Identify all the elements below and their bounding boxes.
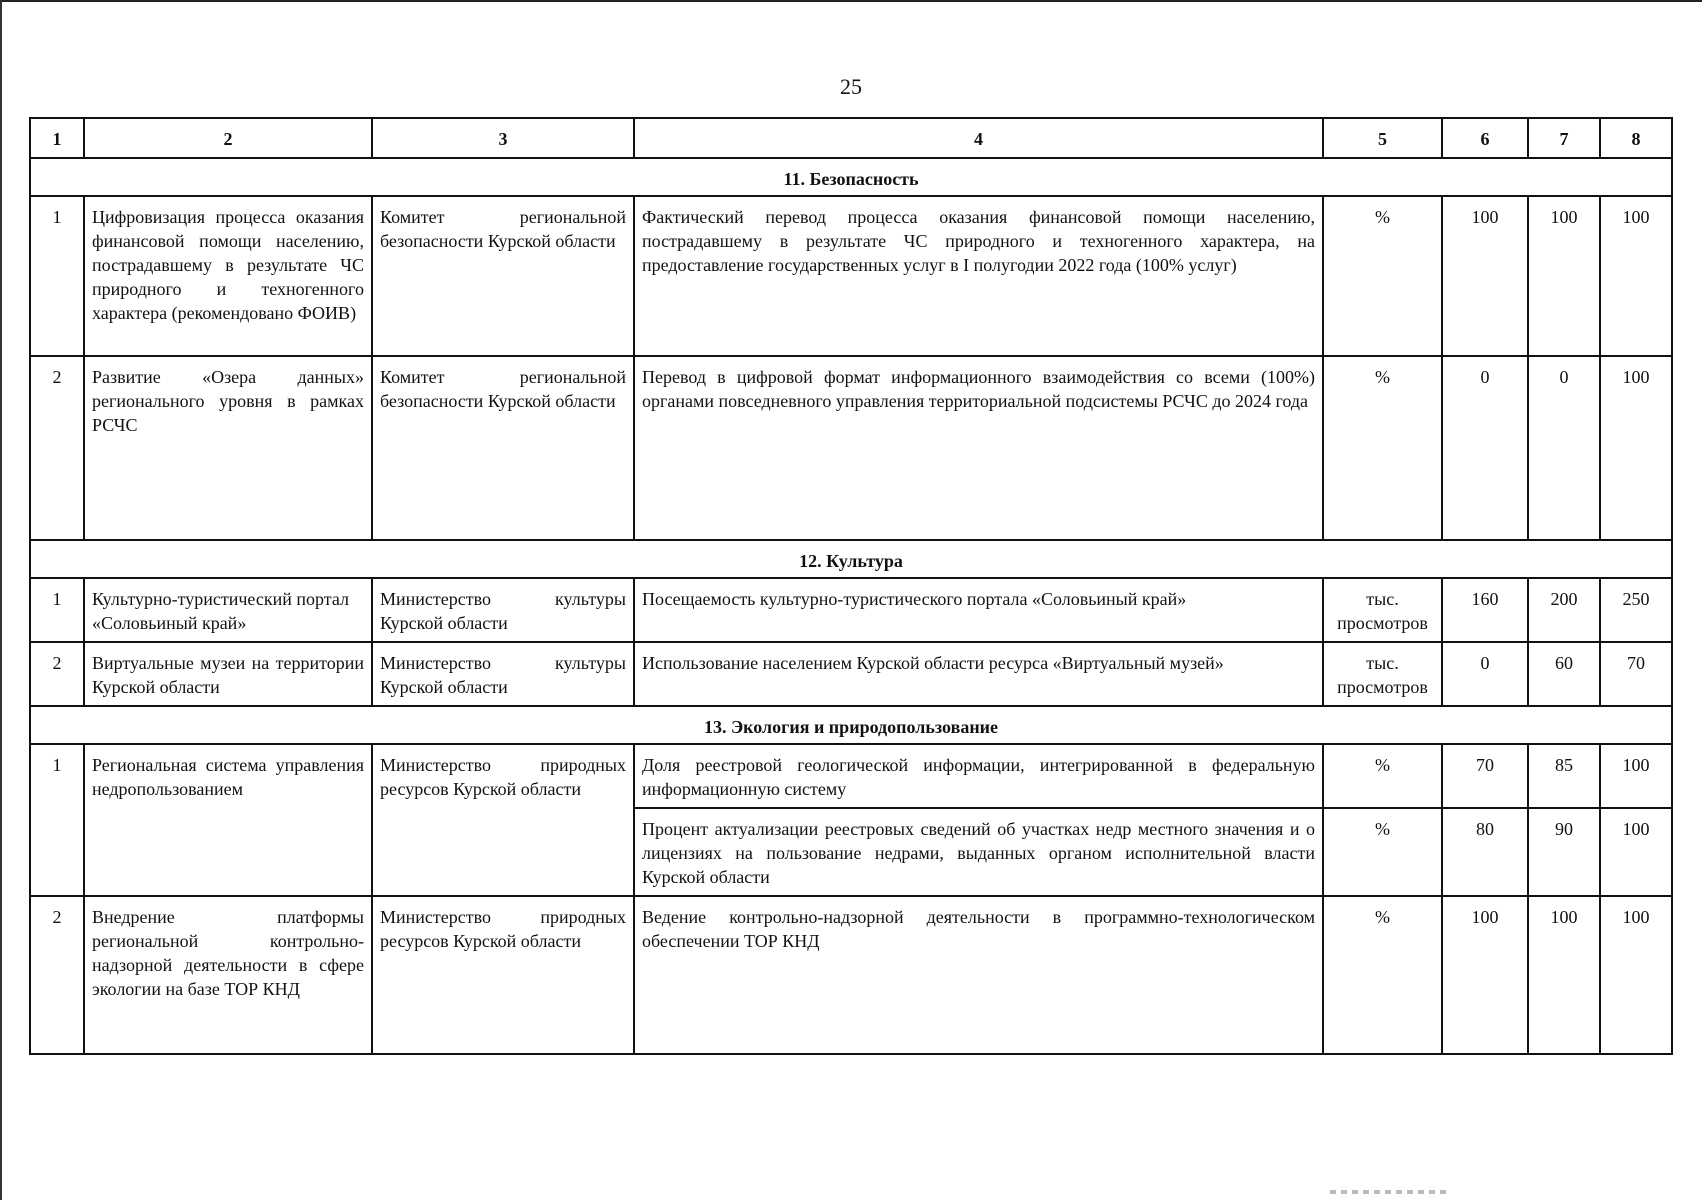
column-header: 3 xyxy=(372,118,634,158)
project-name: Цифровизация процесса оказания финансовой помощи населению, пострадавшему в результате ЧС природного и техногенного характера (рекомендовано ФОИВ) xyxy=(84,196,372,356)
column-header: 4 xyxy=(634,118,1323,158)
column-header: 8 xyxy=(1600,118,1672,158)
value-col-7: 0 xyxy=(1528,356,1600,540)
indicator-text: Доля реестровой геологической информации, интегрированной в федеральную информационную систему xyxy=(634,744,1323,808)
project-name: Культурно-туристический портал «Соловьиный край» xyxy=(84,578,372,642)
page-border-left xyxy=(0,0,2,1200)
value-col-8: 100 xyxy=(1600,196,1672,356)
indicator-text: Ведение контрольно-надзорной деятельности в программно-технологическом обеспечении ТОР КНД xyxy=(634,896,1323,1054)
project-name: Развитие «Озера данных» регионального уровня в рамках РСЧС xyxy=(84,356,372,540)
scan-artifact xyxy=(1330,1190,1450,1194)
column-header: 5 xyxy=(1323,118,1442,158)
column-number-header-row xyxy=(30,118,1672,158)
unit: тыс. просмотров xyxy=(1323,642,1442,706)
value-col-6: 80 xyxy=(1442,808,1528,896)
indicator-text: Перевод в цифровой формат информационного взаимодействия со всеми (100%) органами повседневного управления территориальной подсистемы РСЧС до 2024 года xyxy=(634,356,1323,540)
indicator-text: Использование населением Курской области ресурса «Виртуальный музей» xyxy=(634,642,1323,706)
row-number: 2 xyxy=(30,356,84,540)
section-header-row xyxy=(30,706,1672,744)
unit: % xyxy=(1323,808,1442,896)
responsible-body: Министерство природных ресурсов Курской области xyxy=(372,896,634,1054)
section-header-row xyxy=(30,540,1672,578)
responsible-body: Комитет региональной безопасности Курской области xyxy=(372,196,634,356)
page-border-top xyxy=(0,0,1702,2)
value-col-7: 200 xyxy=(1528,578,1600,642)
row-number: 1 xyxy=(30,744,84,896)
indicator-text: Процент актуализации реестровых сведений об участках недр местного значения и о лицензиях на пользование недрами, выданных органом исполнительной власти Курской области xyxy=(634,808,1323,896)
section-title: 11. Безопасность xyxy=(30,158,1672,196)
table-row xyxy=(30,578,1672,642)
value-col-8: 100 xyxy=(1600,356,1672,540)
responsible-body: Министерство культуры Курской области xyxy=(372,578,634,642)
column-header: 6 xyxy=(1442,118,1528,158)
responsible-body: Министерство культуры Курской области xyxy=(372,642,634,706)
value-col-6: 0 xyxy=(1442,356,1528,540)
value-col-8: 100 xyxy=(1600,896,1672,1054)
indicator-text: Посещаемость культурно-туристического портала «Соловьиный край» xyxy=(634,578,1323,642)
column-header: 1 xyxy=(30,118,84,158)
value-col-6: 70 xyxy=(1442,744,1528,808)
unit: % xyxy=(1323,744,1442,808)
value-col-8: 250 xyxy=(1600,578,1672,642)
table-row xyxy=(30,356,1672,540)
unit: % xyxy=(1323,196,1442,356)
table-row xyxy=(30,642,1672,706)
column-header: 7 xyxy=(1528,118,1600,158)
unit: % xyxy=(1323,896,1442,1054)
project-name: Виртуальные музеи на территории Курской области xyxy=(84,642,372,706)
value-col-7: 90 xyxy=(1528,808,1600,896)
row-number: 2 xyxy=(30,896,84,1054)
row-number: 1 xyxy=(30,578,84,642)
value-col-6: 100 xyxy=(1442,896,1528,1054)
row-number: 2 xyxy=(30,642,84,706)
responsible-body: Комитет региональной безопасности Курской области xyxy=(372,356,634,540)
value-col-8: 100 xyxy=(1600,744,1672,808)
data-table xyxy=(29,117,1673,1055)
project-name: Внедрение платформы региональной контрольно-надзорной деятельности в сфере экологии на базе ТОР КНД xyxy=(84,896,372,1054)
responsible-body: Министерство природных ресурсов Курской области xyxy=(372,744,634,896)
value-col-6: 160 xyxy=(1442,578,1528,642)
table-row xyxy=(30,744,1672,808)
value-col-8: 70 xyxy=(1600,642,1672,706)
value-col-7: 60 xyxy=(1528,642,1600,706)
project-name: Региональная система управления недропользованием xyxy=(84,744,372,896)
value-col-7: 85 xyxy=(1528,744,1600,808)
value-col-6: 100 xyxy=(1442,196,1528,356)
unit: тыс. просмотров xyxy=(1323,578,1442,642)
row-number: 1 xyxy=(30,196,84,356)
value-col-7: 100 xyxy=(1528,896,1600,1054)
section-title: 12. Культура xyxy=(30,540,1672,578)
unit: % xyxy=(1323,356,1442,540)
value-col-6: 0 xyxy=(1442,642,1528,706)
column-header: 2 xyxy=(84,118,372,158)
indicator-text: Фактический перевод процесса оказания финансовой помощи населению, пострадавшему в результате ЧС природного и техногенного характера, на предоставление государственных услуг в I полугодии 2022 года (100% услуг) xyxy=(634,196,1323,356)
value-col-7: 100 xyxy=(1528,196,1600,356)
table-row xyxy=(30,196,1672,356)
table-row xyxy=(30,896,1672,1054)
section-title: 13. Экология и природопользование xyxy=(30,706,1672,744)
value-col-8: 100 xyxy=(1600,808,1672,896)
page-number: 25 xyxy=(840,74,862,99)
section-header-row xyxy=(30,158,1672,196)
